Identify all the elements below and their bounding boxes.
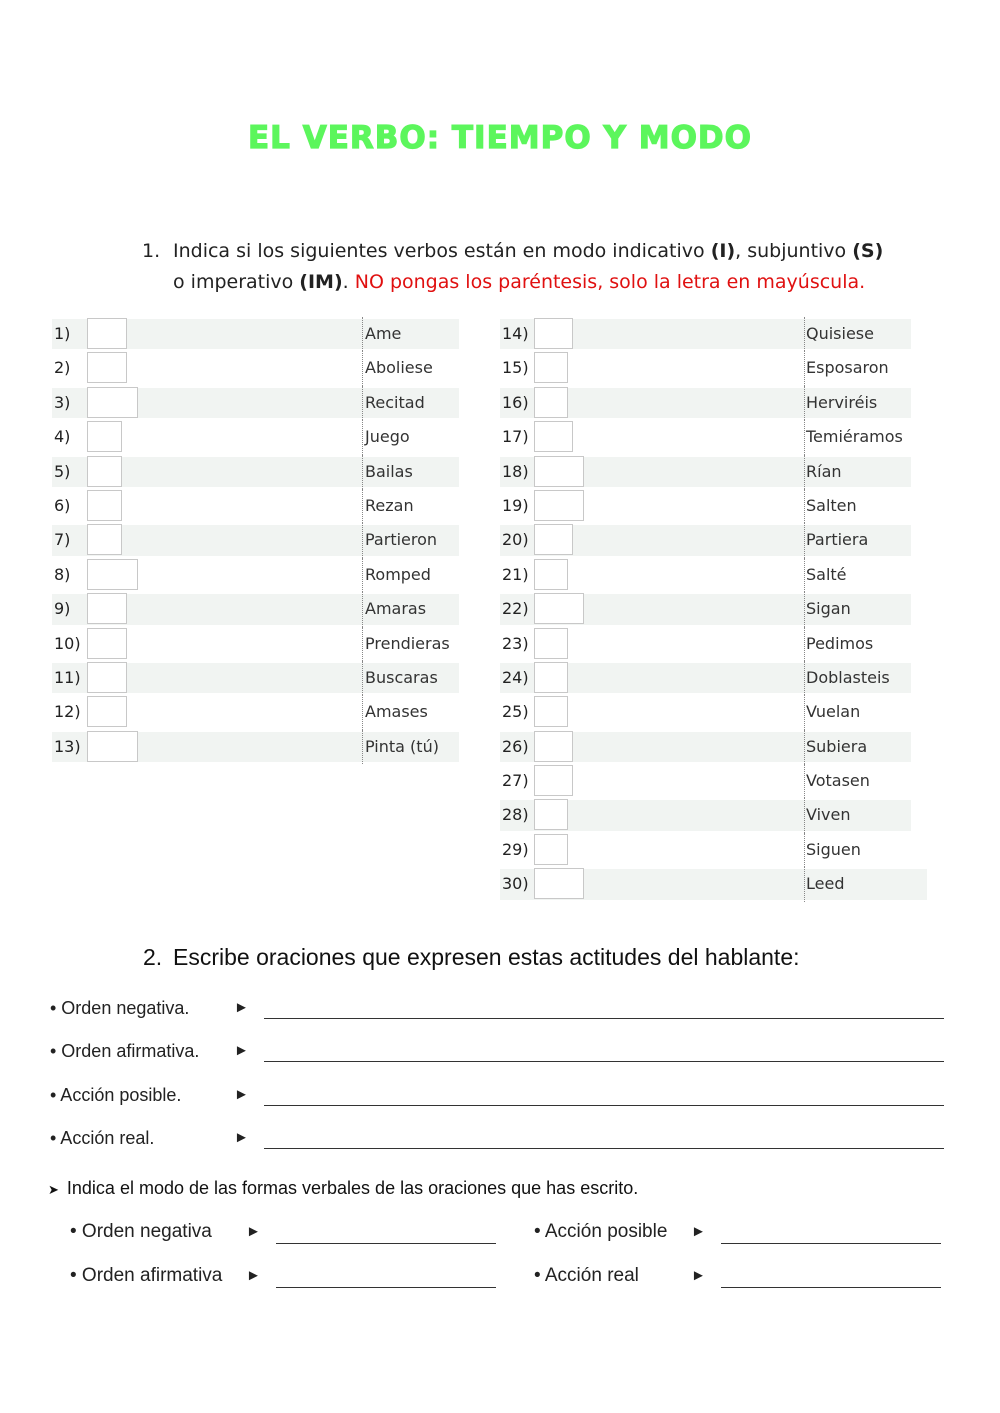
verb-word: Siguen <box>806 839 861 859</box>
verb-row <box>52 627 459 661</box>
column-divider <box>804 730 805 764</box>
verb-word: Temiéramos <box>806 427 903 447</box>
attitude-row-accion-posible <box>50 1083 944 1111</box>
question-1-text-b: , subjuntivo <box>735 240 853 262</box>
question-2-heading <box>143 944 800 971</box>
item-number: 21) <box>502 564 529 584</box>
verb-word: Prendieras <box>365 633 450 653</box>
arrow-icon: ► <box>246 1223 261 1240</box>
verb-row <box>52 455 459 489</box>
item-number: 24) <box>502 667 529 687</box>
arrow-icon: ► <box>234 1129 249 1146</box>
answer-line[interactable] <box>264 1148 944 1149</box>
verb-row <box>500 386 927 420</box>
answer-box[interactable] <box>87 352 127 383</box>
question-2-number: 2. <box>143 944 163 970</box>
mode-label: • Orden negativa <box>70 1221 212 1242</box>
mode-row-orden-negativa <box>70 1219 490 1247</box>
verb-word: Pedimos <box>806 633 874 653</box>
item-number: 18) <box>502 461 529 481</box>
answer-box[interactable] <box>87 559 138 590</box>
verb-row <box>500 523 927 557</box>
verb-row <box>52 730 459 764</box>
item-number: 17) <box>502 427 529 447</box>
column-divider <box>362 627 363 661</box>
column-divider <box>804 764 805 798</box>
item-number: 19) <box>502 495 529 515</box>
attitude-row-accion-real <box>50 1126 944 1154</box>
answer-line[interactable] <box>264 1105 944 1106</box>
verb-row <box>500 351 927 385</box>
item-number: 3) <box>54 392 71 412</box>
answer-box[interactable] <box>534 318 573 349</box>
verb-word: Rían <box>806 461 842 481</box>
question-1-text-a: Indica si los siguientes verbos están en modo indicativo <box>173 240 711 262</box>
answer-box[interactable] <box>87 628 127 659</box>
answer-box[interactable] <box>87 421 122 452</box>
question-1-warning: NO pongas los paréntesis, solo la letra en mayúscula. <box>354 271 866 293</box>
verb-row <box>52 420 459 454</box>
item-number: 26) <box>502 736 529 756</box>
column-divider <box>804 592 805 626</box>
column-divider <box>362 730 363 764</box>
column-divider <box>804 317 805 351</box>
item-number: 6) <box>54 495 71 515</box>
answer-box[interactable] <box>87 524 122 555</box>
attitude-label: • Orden negativa. <box>50 998 190 1018</box>
answer-box[interactable] <box>534 696 568 727</box>
verb-word: Romped <box>365 564 431 584</box>
column-divider <box>804 558 805 592</box>
column-divider <box>362 592 363 626</box>
verb-word: Buscaras <box>365 667 438 687</box>
answer-box[interactable] <box>534 731 573 762</box>
answer-box[interactable] <box>534 456 584 487</box>
question-2-text: Escribe oraciones que expresen estas actitudes del hablante: <box>173 944 800 970</box>
answer-box[interactable] <box>534 593 584 624</box>
item-number: 16) <box>502 392 529 412</box>
verb-word: Pinta (tú) <box>365 736 439 756</box>
item-number: 15) <box>502 358 529 378</box>
question-1-instructions <box>142 236 902 298</box>
column-divider <box>804 455 805 489</box>
answer-box[interactable] <box>534 524 573 555</box>
column-divider <box>362 489 363 523</box>
answer-line[interactable] <box>264 1061 944 1062</box>
verb-word: Partiera <box>806 530 869 550</box>
mode-label: • Acción posible <box>534 1221 668 1242</box>
answer-box[interactable] <box>87 387 138 418</box>
verb-word: Quisiese <box>806 324 874 343</box>
verb-word: Leed <box>806 874 845 894</box>
verb-row <box>500 764 927 798</box>
mode-row-accion-posible <box>534 1219 954 1247</box>
verb-word: Recitad <box>365 392 425 412</box>
verb-word: Partieron <box>365 530 438 550</box>
arrow-icon: ► <box>234 999 249 1016</box>
arrow-icon: ► <box>234 1042 249 1059</box>
column-divider <box>362 558 363 592</box>
column-divider <box>804 867 805 901</box>
verb-row <box>500 833 927 867</box>
item-number: 22) <box>502 599 529 619</box>
column-divider <box>362 523 363 557</box>
verb-row <box>52 558 459 592</box>
item-number: 10) <box>54 633 81 653</box>
item-number: 14) <box>502 324 529 343</box>
mode-answer-line[interactable] <box>276 1287 496 1288</box>
code-imperative: (IM) <box>299 271 343 293</box>
column-divider <box>362 661 363 695</box>
page-title: EL VERBO: TIEMPO Y MODO <box>247 120 753 156</box>
verb-word: Rezan <box>365 495 414 515</box>
verb-word: Vuelan <box>806 702 861 722</box>
column-divider <box>804 351 805 385</box>
mode-answer-line[interactable] <box>721 1243 941 1244</box>
column-divider <box>362 351 363 385</box>
answer-box[interactable] <box>534 628 568 659</box>
answer-box[interactable] <box>534 387 568 418</box>
answer-box[interactable] <box>87 490 122 521</box>
item-number: 30) <box>502 874 529 894</box>
attitude-label: • Acción real. <box>50 1128 155 1148</box>
column-divider <box>362 420 363 454</box>
column-divider <box>804 798 805 832</box>
mode-label: • Acción real <box>534 1265 639 1286</box>
answer-box[interactable] <box>534 834 568 865</box>
bullet-arrow-icon: ➤ <box>48 1182 59 1197</box>
verb-list-left <box>52 317 459 764</box>
verb-word: Bailas <box>365 461 413 481</box>
verb-word: Amaras <box>365 599 427 619</box>
answer-box[interactable] <box>534 662 568 693</box>
item-number: 2) <box>54 358 71 378</box>
answer-box[interactable] <box>534 421 573 452</box>
item-number: 5) <box>54 461 71 481</box>
answer-box[interactable] <box>87 318 127 349</box>
verb-row <box>500 558 927 592</box>
answer-box[interactable] <box>87 731 138 762</box>
modes-instruction <box>48 1178 638 1199</box>
code-indicative: (I) <box>710 240 736 262</box>
arrow-icon: ► <box>246 1267 261 1284</box>
verb-row <box>500 695 927 729</box>
item-number: 29) <box>502 839 529 859</box>
answer-box[interactable] <box>534 868 584 899</box>
item-number: 12) <box>54 702 81 722</box>
verb-row <box>500 317 927 351</box>
verb-word: Viven <box>806 805 851 825</box>
question-1-text-d: . <box>342 271 355 293</box>
answer-box[interactable] <box>534 765 573 796</box>
column-divider <box>804 627 805 661</box>
answer-box[interactable] <box>87 696 127 727</box>
verb-row <box>500 627 927 661</box>
column-divider <box>804 523 805 557</box>
verb-word: Doblasteis <box>806 667 890 687</box>
item-number: 8) <box>54 564 71 584</box>
verb-word: Sigan <box>806 599 851 619</box>
column-divider <box>804 420 805 454</box>
item-number: 23) <box>502 633 529 653</box>
verb-row <box>52 695 459 729</box>
item-number: 7) <box>54 530 71 550</box>
mode-row-accion-real <box>534 1263 954 1291</box>
code-subjunctive: (S) <box>852 240 884 262</box>
answer-box[interactable] <box>87 456 122 487</box>
column-divider <box>362 695 363 729</box>
mode-label: • Orden afirmativa <box>70 1265 223 1286</box>
item-number: 9) <box>54 599 71 619</box>
arrow-icon: ► <box>234 1086 249 1103</box>
attitude-row-orden-negativa <box>50 996 944 1024</box>
verb-word: Esposaron <box>806 358 889 378</box>
question-1-text-c: o imperativo <box>173 271 300 293</box>
column-divider <box>804 386 805 420</box>
answer-line[interactable] <box>264 1018 944 1019</box>
column-divider <box>362 386 363 420</box>
verb-word: Herviréis <box>806 392 878 412</box>
mode-answer-line[interactable] <box>276 1243 496 1244</box>
verb-row <box>52 592 459 626</box>
verb-list-right <box>500 317 927 902</box>
column-divider <box>804 695 805 729</box>
arrow-icon: ► <box>691 1267 706 1284</box>
verb-row <box>500 455 927 489</box>
verb-word: Juego <box>365 427 410 447</box>
answer-box[interactable] <box>534 490 584 521</box>
verb-row <box>52 489 459 523</box>
mode-answer-line[interactable] <box>721 1287 941 1288</box>
item-number: 11) <box>54 667 81 687</box>
column-divider <box>362 317 363 351</box>
answer-box[interactable] <box>534 799 568 830</box>
verb-word: Amases <box>365 702 428 722</box>
verb-row <box>500 867 927 901</box>
verb-row <box>500 489 927 523</box>
verb-word: Votasen <box>806 771 870 791</box>
answer-box[interactable] <box>87 593 127 624</box>
verb-word: Ame <box>365 324 402 343</box>
verb-row <box>500 420 927 454</box>
column-divider <box>804 489 805 523</box>
question-1-number: 1. <box>142 240 161 262</box>
column-divider <box>804 833 805 867</box>
item-number: 27) <box>502 771 529 791</box>
attitude-label: • Orden afirmativa. <box>50 1041 200 1061</box>
verb-word: Subiera <box>806 736 868 756</box>
modes-instruction-text: Indica el modo de las formas verbales de las oraciones que has escrito. <box>66 1178 639 1198</box>
answer-box[interactable] <box>534 352 568 383</box>
verb-row <box>500 798 927 832</box>
attitude-row-orden-afirmativa <box>50 1039 944 1067</box>
arrow-icon: ► <box>691 1223 706 1240</box>
verb-row <box>52 386 459 420</box>
item-number: 20) <box>502 530 529 550</box>
verb-row <box>500 661 927 695</box>
mode-row-orden-afirmativa <box>70 1263 490 1291</box>
item-number: 28) <box>502 805 529 825</box>
verb-word: Aboliese <box>365 358 433 378</box>
item-number: 25) <box>502 702 529 722</box>
verb-row <box>500 730 927 764</box>
verb-row <box>500 592 927 626</box>
verb-row <box>52 317 459 351</box>
attitude-label: • Acción posible. <box>50 1085 182 1105</box>
verb-row <box>52 523 459 557</box>
item-number: 1) <box>54 324 71 343</box>
column-divider <box>362 455 363 489</box>
verb-word: Salten <box>806 495 857 515</box>
item-number: 13) <box>54 736 81 756</box>
verb-row <box>52 661 459 695</box>
verb-row <box>52 351 459 385</box>
answer-box[interactable] <box>87 662 127 693</box>
verb-word: Salté <box>806 564 847 584</box>
answer-box[interactable] <box>534 559 568 590</box>
column-divider <box>804 661 805 695</box>
item-number: 4) <box>54 427 71 447</box>
